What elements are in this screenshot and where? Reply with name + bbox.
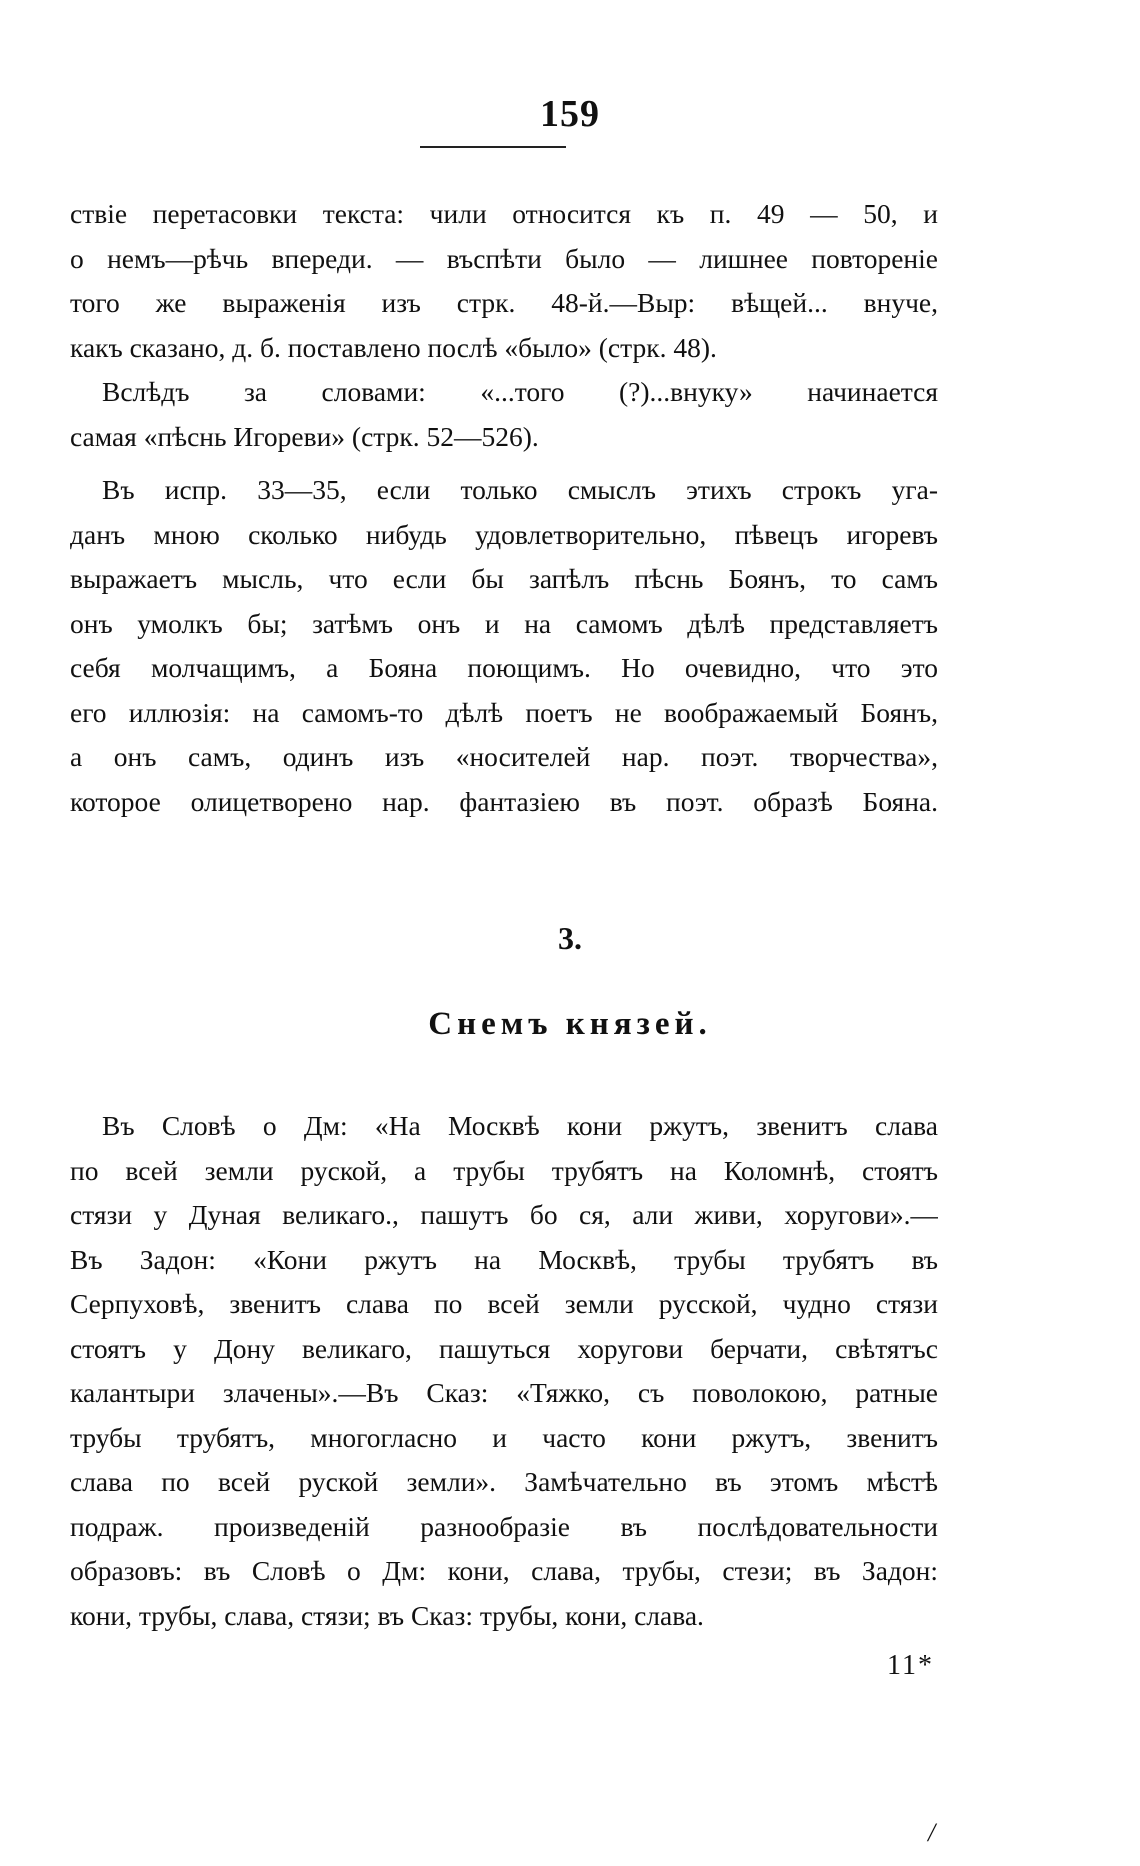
page-number-rule — [420, 146, 566, 148]
text-line: подраж. произведеній разнообразіе въ послѣдовательности — [70, 1510, 938, 1542]
section-number: 3. — [558, 920, 582, 956]
text-line: себя молчащимъ, а Бояна поющимъ. Но очевидно, что это — [70, 652, 938, 683]
text-line: слава по всей руской земли». Замѣчательно въ этомъ мѣстѣ — [70, 1466, 938, 1497]
text-line: а онъ самъ, одинъ изъ «носителей нар. поэт. творчества», — [70, 741, 938, 772]
corner-mark: / — [928, 1818, 936, 1847]
text-line: ствіе перетасовки текста: чили относится къ п. 49 — 50, и — [70, 198, 938, 229]
text-line: его иллюзія: на самомъ-то дѣлѣ поетъ не воображаемый Боянъ, — [70, 696, 938, 728]
text-line: онъ умолкъ бы; затѣмъ онъ и на самомъ дѣлѣ представляетъ — [70, 607, 938, 639]
text-line: Вслѣдъ за словами: «...того (?)...внуку» начинается — [102, 376, 938, 407]
text-line: того же выраженія изъ стрк. 48-й.—Выр: вѣщей... внуче, — [70, 287, 938, 318]
text-line: по всей земли руской, а трубы трубятъ на Коломнѣ, стоятъ — [70, 1154, 938, 1186]
text-line: какъ сказано, д. б. поставлено послѣ «было» (стрк. 48). — [70, 331, 717, 363]
text-line: выражаетъ мысль, что если бы запѣлъ пѣснь Боянъ, то самъ — [70, 563, 938, 594]
paragraph-3 — [70, 468, 938, 824]
text-line: которое олицетворено нар. фантазіею въ поэт. образѣ Бояна. — [70, 785, 938, 817]
paragraph-2 — [70, 370, 938, 459]
text-line: образовъ: въ Словѣ о Дм: кони, слава, трубы, стези; въ Задон: — [70, 1555, 938, 1586]
section-title: Снемъ князей. — [428, 1006, 712, 1042]
paragraph-1 — [70, 192, 938, 370]
paragraph-4 — [70, 1104, 938, 1638]
text-line: данъ мною сколько нибудь удовлетворительно, пѣвецъ игоревъ — [70, 518, 938, 550]
text-line: стоятъ у Дону великаго, пашуться хоругови берчати, свѣтятъс — [70, 1332, 938, 1364]
text-line: стязи у Дуная великаго., пашутъ бо ся, али живи, хоругови».— — [70, 1199, 938, 1230]
text-line: трубы трубятъ, многогласно и часто кони ржутъ, звенитъ — [70, 1421, 938, 1453]
text-line: кони, трубы, слава, стязи; въ Сказ: трубы, кони, слава. — [70, 1599, 704, 1631]
text-line: о немъ—рѣчь впереди. — въспѣти было — лишнее повтореніе — [70, 242, 938, 274]
printer-signature: 11* — [887, 1650, 934, 1681]
text-line: Въ Словѣ о Дм: «На Москвѣ кони ржутъ, звенитъ слава — [102, 1110, 938, 1141]
text-line: Въ Задон: «Кони ржутъ на Москвѣ, трубы трубятъ въ — [70, 1243, 938, 1275]
text-line: Въ испр. 33—35, если только смыслъ этихъ строкъ уга- — [102, 474, 938, 505]
text-line: самая «пѣснь Игореви» (стрк. 52—526). — [70, 420, 539, 452]
text-line: калантыри злачены».—Въ Сказ: «Тяжко, съ поволокою, ратные — [70, 1377, 938, 1408]
text-line: Серпуховѣ, звенитъ слава по всей земли русской, чудно стязи — [70, 1288, 938, 1319]
page-number: 159 — [540, 93, 600, 135]
